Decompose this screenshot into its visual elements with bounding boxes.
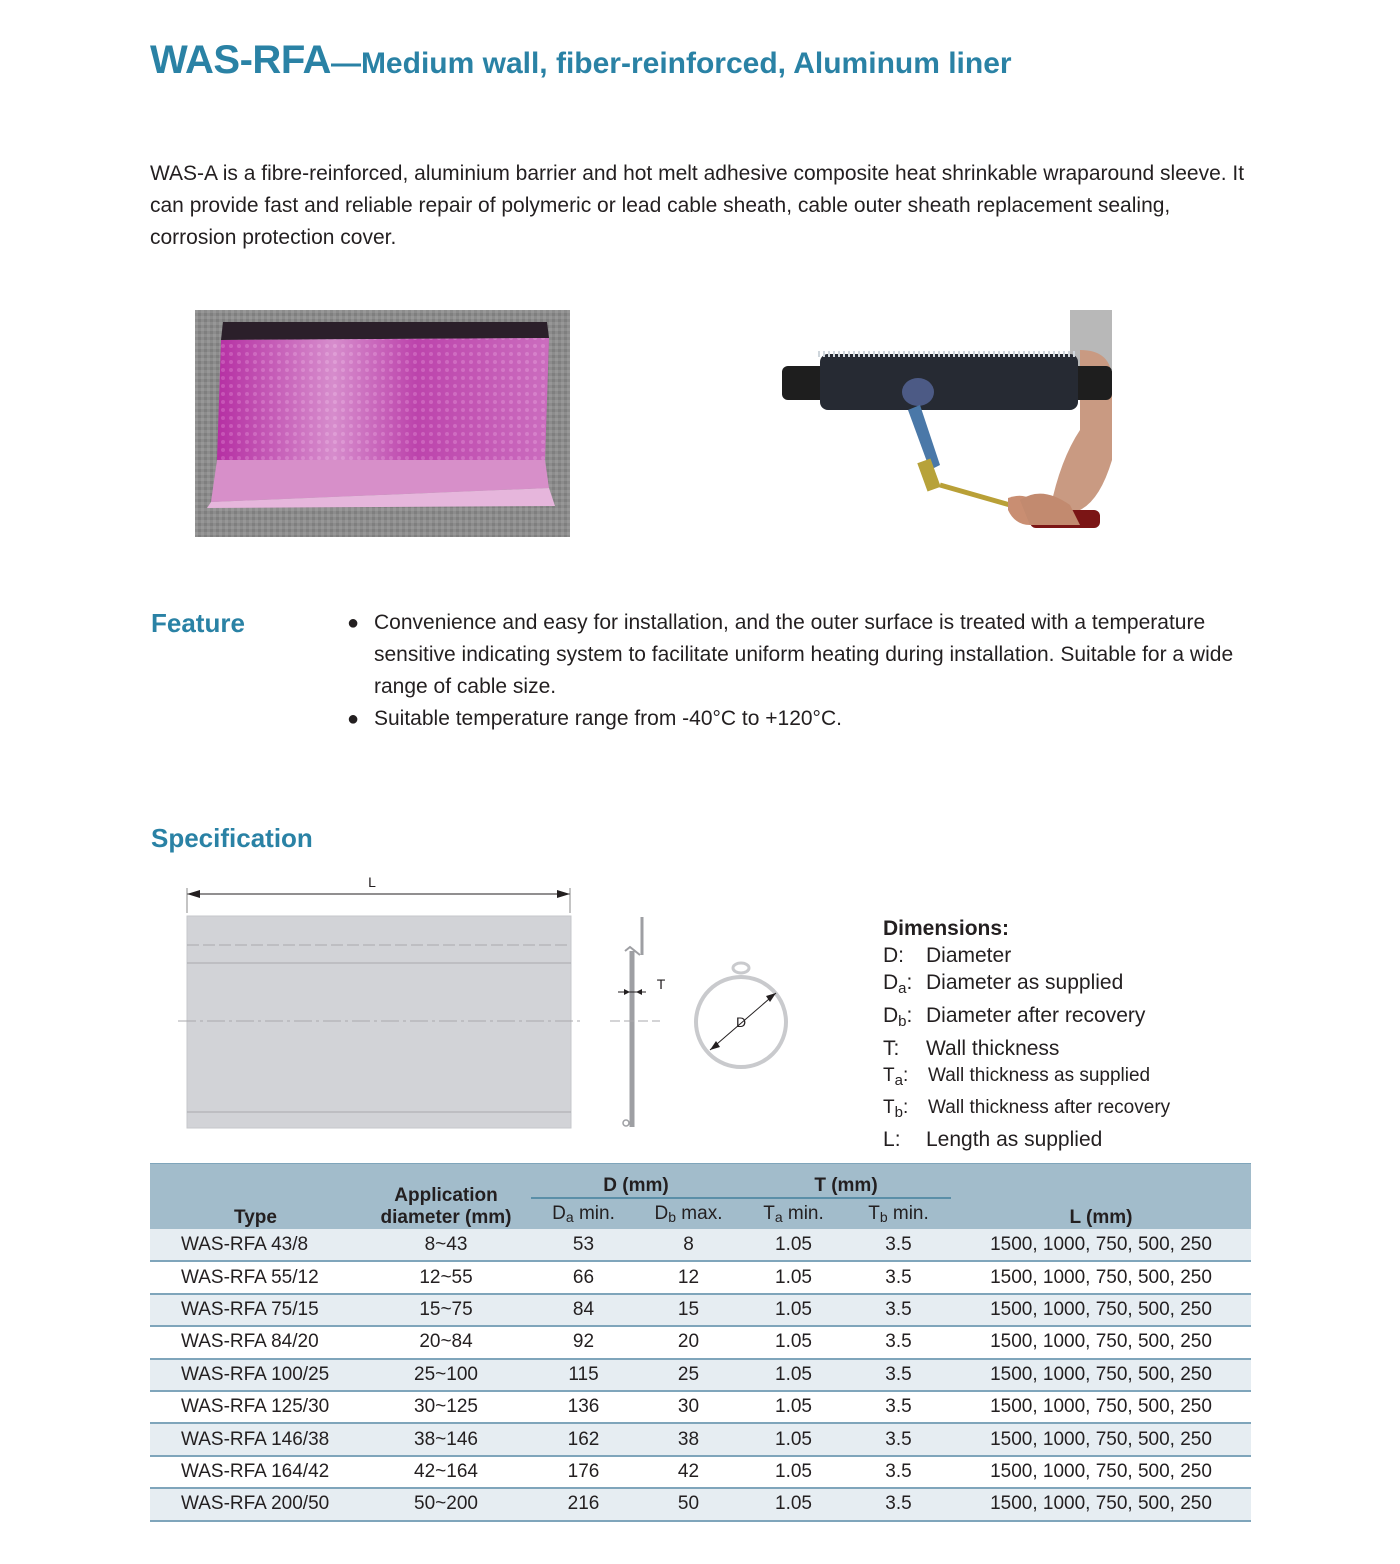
feature-item: ● Convenience and easy for installation, and the outer surface is treated with a temperature sensitive indicating system to facilitate uniform heating during installation. Suitable for a wide range of cable size.	[345, 607, 1265, 703]
feature-item: ● Suitable temperature range from -40°C to +120°C.	[345, 703, 1265, 735]
table-row: WAS-RFA 84/20 20~84 92 20 1.05 3.5 1500, 1000, 750, 500, 250	[150, 1326, 1251, 1358]
table-row: WAS-RFA 164/42 42~164 176 42 1.05 3.5 1500, 1000, 750, 500, 250	[150, 1456, 1251, 1488]
dimension-row: $T_a$: Wall thickness as supplied	[883, 1065, 1151, 1089]
table-row: WAS-RFA 43/8 8~43 53 8 1.05 3.5 1500, 1000, 750, 500, 250	[150, 1229, 1251, 1261]
dimensions-title: Dimensions:	[883, 917, 1010, 940]
header-application: Application diameter (mm)	[361, 1164, 531, 1229]
header-ta: $T_a$ min.	[741, 1198, 846, 1229]
installation-photo	[780, 310, 1112, 537]
title-main: WAS-RFA	[150, 38, 331, 82]
table-row: WAS-RFA 55/12 12~55 66 12 1.05 3.5 1500, 1000, 750, 500, 250	[150, 1261, 1251, 1293]
table-row: WAS-RFA 75/15 15~75 84 15 1.05 3.5 1500, 1000, 750, 500, 250	[150, 1294, 1251, 1326]
header-db: $D_b$ max.	[636, 1198, 741, 1229]
header-tb: $T_b$ min.	[846, 1198, 951, 1229]
length-label: L	[368, 874, 376, 890]
diameter-label: D	[735, 1014, 747, 1030]
title-subtitle: —Medium wall, fiber-reinforced, Aluminum liner	[330, 47, 1012, 80]
dimension-row: T: Wall thickness	[883, 1037, 1060, 1060]
dimensions-legend	[883, 915, 1170, 1153]
table-row: WAS-RFA 200/50 50~200 216 50 1.05 3.5 1500, 1000, 750, 500, 250	[150, 1488, 1251, 1520]
intro-paragraph: WAS-A is a fibre-reinforced, aluminium barrier and hot melt adhesive composite heat shrinkable wraparound sleeve. It can provide fast and reliable repair of polymeric or lead cable sheath, cable outer sheath replacement sealing, corrosion protection cover.	[150, 162, 1245, 249]
dimension-row: $D_b$: Diameter after recovery	[883, 1004, 1146, 1030]
table-row: WAS-RFA 146/38 38~146 162 38 1.05 3.5 1500, 1000, 750, 500, 250	[150, 1423, 1251, 1455]
table-row: WAS-RFA 125/30 30~125 136 30 1.05 3.5 1500, 1000, 750, 500, 250	[150, 1391, 1251, 1423]
specification-table	[150, 1164, 1251, 1522]
header-da: $D_a$ min.	[531, 1198, 636, 1229]
bullet-icon: ●	[347, 708, 360, 730]
dimension-row: L: Length as supplied	[883, 1128, 1103, 1151]
specification-heading: Specification	[151, 823, 313, 853]
header-length: L (mm)	[951, 1164, 1251, 1229]
feature-heading: Feature	[151, 608, 245, 638]
dimension-row: D: Diameter	[883, 944, 1012, 967]
header-t-group: T (mm)	[741, 1164, 951, 1198]
dimension-row: $D_a$: Diameter as supplied	[883, 971, 1124, 997]
feature-list	[345, 607, 1265, 735]
bullet-icon: ●	[347, 612, 360, 634]
dimension-diagram	[170, 865, 830, 1145]
sleeve-product-photo	[195, 310, 570, 537]
page-title	[150, 38, 1012, 83]
header-d-group: D (mm)	[531, 1164, 741, 1198]
dimension-row: $T_b$: Wall thickness after recovery	[883, 1097, 1171, 1121]
thickness-label: T	[656, 976, 666, 992]
table-row: WAS-RFA 100/25 25~100 115 25 1.05 3.5 1500, 1000, 750, 500, 250	[150, 1359, 1251, 1391]
header-type: Type	[150, 1164, 361, 1229]
